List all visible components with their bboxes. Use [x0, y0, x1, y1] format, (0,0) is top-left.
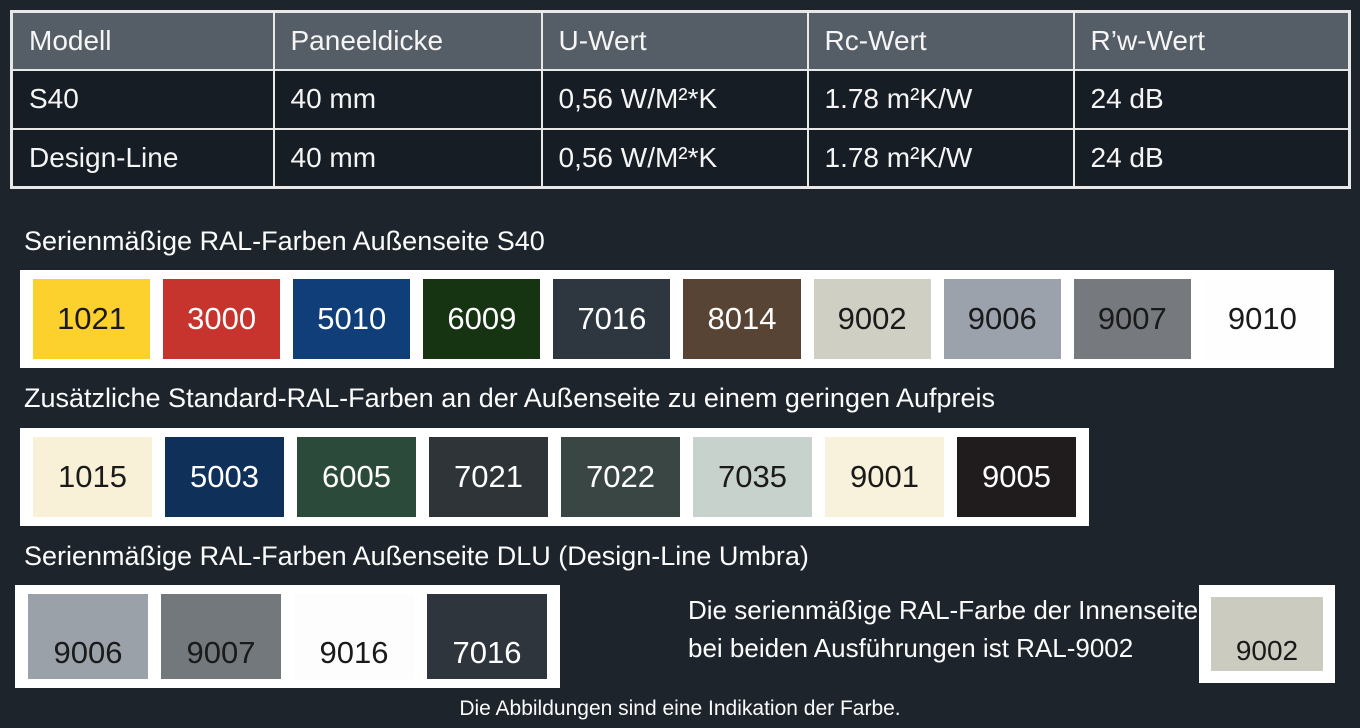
ral-swatch-1015: 1015 — [33, 437, 152, 517]
ral-strip-extra — [20, 428, 1089, 526]
header-cell-modell: Modell — [12, 12, 274, 70]
ral-swatch-9010: 9010 — [1204, 279, 1321, 359]
section-title-s40: Serienmäßige RAL-Farben Außenseite S40 — [24, 226, 545, 256]
table-row-design-line — [12, 129, 1350, 188]
header-cell-u-wert: U-Wert — [542, 12, 808, 70]
ral-swatch-7022: 7022 — [561, 437, 680, 517]
ral-swatch-9001: 9001 — [825, 437, 944, 517]
ral-swatch-5010: 5010 — [293, 279, 410, 359]
ral-swatch-7021: 7021 — [429, 437, 548, 517]
ral-swatch-9006: 9006 — [28, 594, 148, 679]
color-indication-caption: Die Abbildungen sind eine Indikation der Farbe. — [459, 697, 901, 720]
ral-swatch-1021: 1021 — [33, 279, 150, 359]
ral-swatch-7016: 7016 — [553, 279, 670, 359]
cell-rw-wert: 24 dB — [1074, 70, 1350, 129]
cell-rw-wert: 24 dB — [1074, 129, 1350, 188]
cell-modell: Design-Line — [12, 129, 274, 188]
inside-color-box — [1199, 585, 1335, 683]
ral-swatch-8014: 8014 — [683, 279, 800, 359]
section-title-dlu: Serienmäßige RAL-Farben Außenseite DLU (Design-Line Umbra) — [24, 541, 809, 571]
inside-color-note — [688, 591, 1198, 667]
cell-paneeldicke: 40 mm — [274, 129, 542, 188]
ral-swatch-9005: 9005 — [957, 437, 1076, 517]
cell-u-wert: 0,56 W/M²*K — [542, 70, 808, 129]
inside-color-note-line1: Die serienmäßige RAL-Farbe der Innenseite — [688, 595, 1199, 625]
inside-color-note-line2: bei beiden Ausführungen ist RAL-9002 — [688, 633, 1134, 663]
cell-modell: S40 — [12, 70, 274, 129]
ral-swatch-9007: 9007 — [161, 594, 281, 679]
ral-swatch-9002-inside: 9002 — [1211, 597, 1323, 671]
header-cell-rw-wert: R’w-Wert — [1074, 12, 1350, 70]
ral-swatch-9016: 9016 — [294, 594, 414, 679]
table-header-row — [12, 12, 1350, 70]
ral-swatch-7016: 7016 — [427, 594, 547, 679]
cell-rc-wert: 1.78 m²K/W — [808, 129, 1074, 188]
header-cell-paneeldicke: Paneeldicke — [274, 12, 542, 70]
page — [0, 10, 1360, 728]
cell-rc-wert: 1.78 m²K/W — [808, 70, 1074, 129]
ral-swatch-3000: 3000 — [163, 279, 280, 359]
header-cell-rc-wert: Rc-Wert — [808, 12, 1074, 70]
ral-swatch-5003: 5003 — [165, 437, 284, 517]
table-row-s40 — [12, 70, 1350, 129]
dlu-row — [0, 585, 1360, 688]
ral-strip-s40 — [20, 270, 1334, 368]
cell-paneeldicke: 40 mm — [274, 70, 542, 129]
ral-swatch-6009: 6009 — [423, 279, 540, 359]
ral-swatch-9007: 9007 — [1074, 279, 1191, 359]
ral-strip-dlu — [15, 585, 560, 688]
cell-u-wert: 0,56 W/M²*K — [542, 129, 808, 188]
section-title-extra: Zusätzliche Standard-RAL-Farben an der Außenseite zu einem geringen Aufpreis — [24, 383, 996, 413]
ral-swatch-9006: 9006 — [944, 279, 1061, 359]
ral-swatch-9002: 9002 — [814, 279, 931, 359]
spec-table — [10, 10, 1351, 189]
ral-swatch-6005: 6005 — [297, 437, 416, 517]
ral-swatch-7035: 7035 — [693, 437, 812, 517]
